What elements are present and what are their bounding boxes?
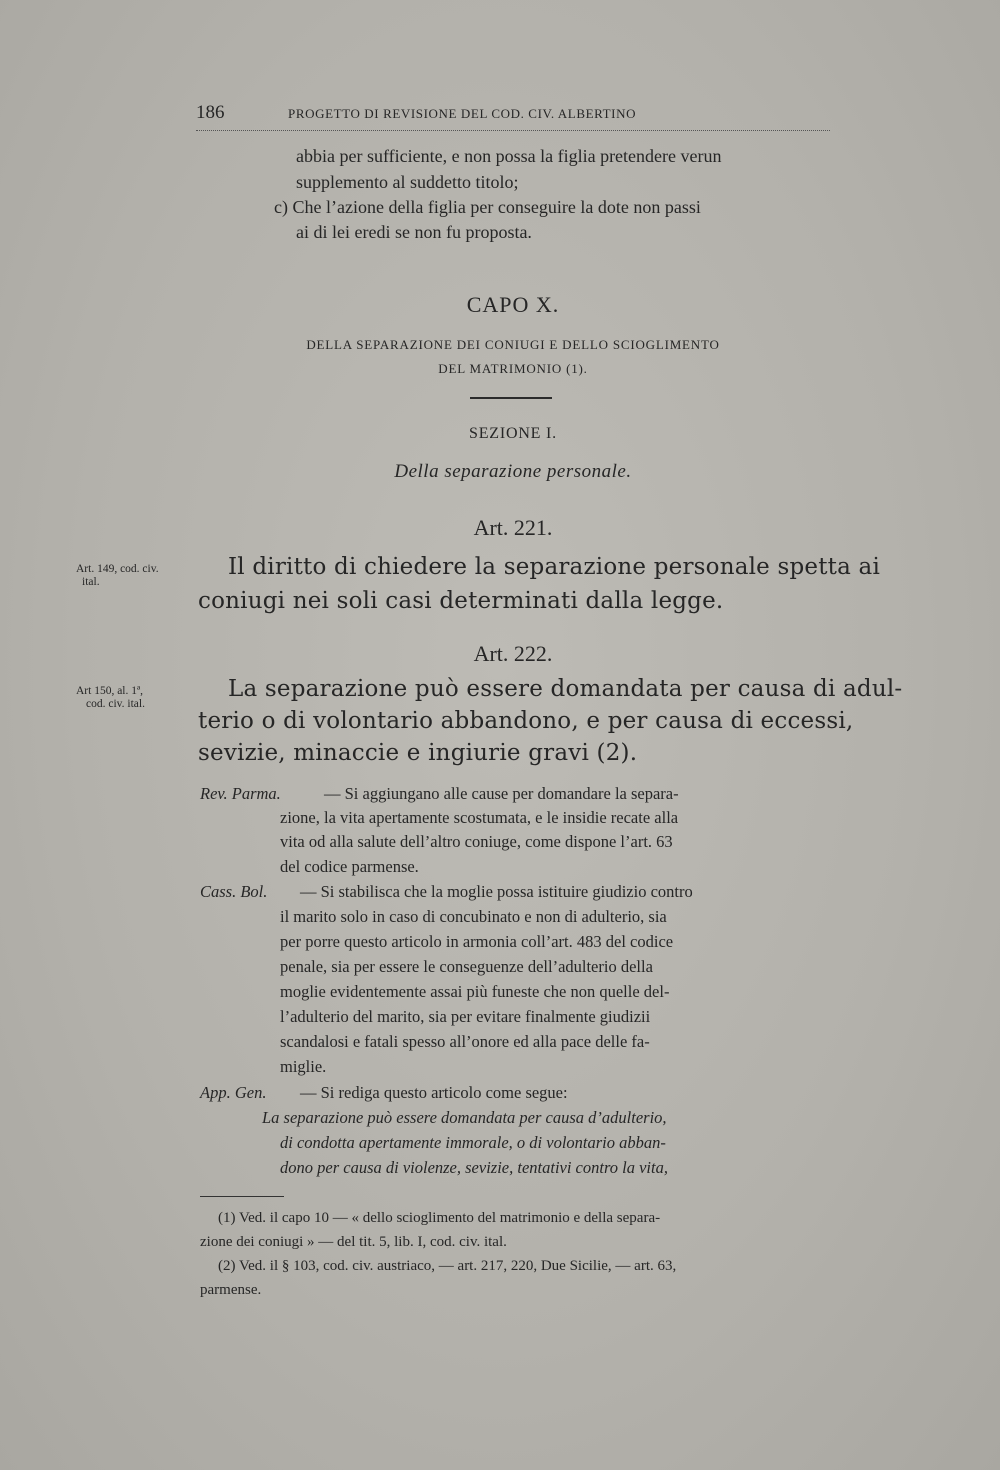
page-number: 186 <box>196 102 225 123</box>
comment-text: l’adulterio del marito, sia per evitare finalmente giudizii <box>280 1007 651 1026</box>
chapter-title: CAPO X. <box>466 292 560 317</box>
comment-text: scandalosi e fatali spesso all’onore ed alla pace delle fa- <box>280 1032 650 1051</box>
intro-line: c) Che l’azione della figlia per conseguire la dote non passi <box>274 197 701 217</box>
section-subtitle: Della separazione personale. <box>394 461 632 482</box>
comment-quote: dono per causa di violenze, sevizie, tentativi contro la vita, <box>280 1158 668 1177</box>
comment-text: del codice parmense. <box>280 857 419 876</box>
chapter-subtitle: DELLA SEPARAZIONE DEI CONIUGI E DELLO SCIOGLIMENTO <box>306 337 720 352</box>
comment-text: — Si aggiungano alle cause per domandare la separa- <box>324 784 679 803</box>
comment-text: moglie evidentemente assai più funeste che non quelle del- <box>280 982 670 1001</box>
article-heading: Art. 222. <box>473 641 553 666</box>
footnote: parmense. <box>200 1282 262 1298</box>
margin-note: ital. <box>82 576 100 588</box>
comment-text: — Si rediga questo articolo come segue: <box>300 1083 568 1102</box>
article-text: La separazione può essere domandata per causa di adul- <box>228 676 903 702</box>
comment-text: miglie. <box>280 1057 327 1076</box>
footnote: zione dei coniugi » — del tit. 5, lib. I, cod. civ. ital. <box>200 1234 507 1250</box>
running-title: PROGETTO DI REVISIONE DEL COD. CIV. ALBERTINO <box>288 106 637 121</box>
chapter-rule <box>470 397 552 399</box>
article-text: sevizie, minaccie e ingiurie gravi (2). <box>198 740 638 766</box>
comment-label: Cass. Bol. <box>200 882 268 901</box>
running-header <box>196 102 830 124</box>
comment-quote: di condotta apertamente immorale, o di volontario abban- <box>280 1133 666 1152</box>
comment-text: per porre questo articolo in armonia coll’art. 483 del codice <box>280 932 674 951</box>
footnote: (1) Ved. il capo 10 — « dello scioglimento del matrimonio e della separa- <box>218 1210 661 1226</box>
margin-note: Art. 149, cod. civ. <box>76 563 159 575</box>
header-rule <box>196 130 830 131</box>
article-heading: Art. 221. <box>473 515 553 540</box>
margin-note: Art 150, al. 1ª, <box>76 685 144 697</box>
comment-text: il marito solo in caso di concubinato e non di adulterio, sia <box>280 907 667 926</box>
intro-line: ai di lei eredi se non fu proposta. <box>296 222 532 242</box>
intro-line: abbia per sufficiente, e non possa la figlia pretendere verun <box>296 146 722 166</box>
intro-line: supplemento al suddetto titolo; <box>296 172 519 192</box>
comment-text: vita od alla salute dell’altro coniuge, come dispone l’art. 63 <box>280 832 673 851</box>
comment-label: App. Gen. <box>200 1083 267 1102</box>
chapter-subtitle: DEL MATRIMONIO (1). <box>438 361 588 376</box>
article-text: coniugi nei soli casi determinati dalla legge. <box>198 588 724 614</box>
margin-note: cod. civ. ital. <box>86 698 145 710</box>
comment-quote: La separazione può essere domandata per causa d’adulterio, <box>262 1108 667 1127</box>
footnote: (2) Ved. il § 103, cod. civ. austriaco, — art. 217, 220, Due Sicilie, — art. 63, <box>218 1258 677 1274</box>
section-title: SEZIONE I. <box>469 425 557 442</box>
footnote-rule <box>200 1196 284 1197</box>
article-text: Il diritto di chiedere la separazione personale spetta ai <box>228 554 881 580</box>
comment-text: penale, sia per essere le conseguenze dell’adulterio della <box>280 957 653 976</box>
comment-text: — Si stabilisca che la moglie possa istituire giudizio contro <box>300 882 693 901</box>
comment-label: Rev. Parma. <box>200 784 281 803</box>
article-text: terio o di volontario abbandono, e per causa di eccessi, <box>198 708 854 734</box>
comment-text: zione, la vita apertamente scostumata, e le insidie recate alla <box>280 808 679 827</box>
